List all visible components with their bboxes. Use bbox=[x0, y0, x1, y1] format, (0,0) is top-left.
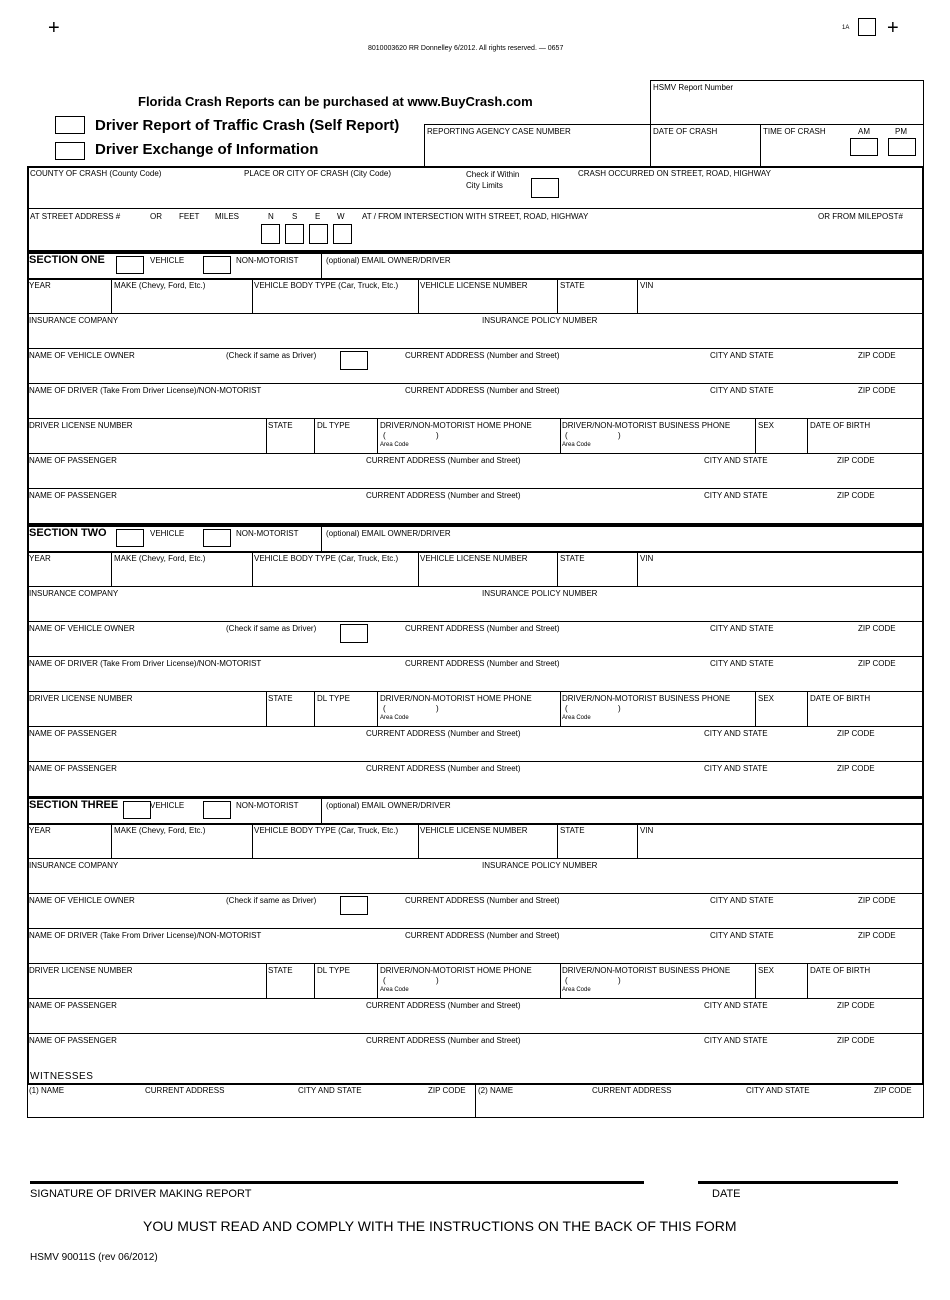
sec3-vehicle-label: VEHICLE bbox=[150, 801, 185, 810]
sec1-insurance-company-label: INSURANCE COMPANY bbox=[29, 316, 119, 325]
sec3-email-label: (optional) EMAIL OWNER/DRIVER bbox=[326, 801, 451, 810]
sec3-dob-label: DATE OF BIRTH bbox=[810, 966, 871, 975]
within-city-label: Check if Within City Limits bbox=[466, 170, 520, 190]
sec3-business-paren-close: ) bbox=[618, 976, 621, 985]
sec3-same-as-driver-label: (Check if same as Driver) bbox=[226, 896, 317, 905]
miles-label: MILES bbox=[215, 212, 240, 221]
sec2-sex-label: SEX bbox=[758, 694, 775, 703]
sec1-vin-label: VIN bbox=[640, 281, 654, 290]
place-city-label: PLACE OR CITY OF CRASH (City Code) bbox=[244, 169, 391, 178]
form-id: HSMV 90011S (rev 06/2012) bbox=[30, 1252, 158, 1263]
sec3-dl-type-label: DL TYPE bbox=[317, 966, 350, 975]
pm-label: PM bbox=[895, 127, 907, 136]
sec2-insurance-company-label: INSURANCE COMPANY bbox=[29, 589, 119, 598]
sec1-owner-address-label: CURRENT ADDRESS (Number and Street) bbox=[405, 351, 560, 360]
sec2-license-number-label: VEHICLE LICENSE NUMBER bbox=[420, 554, 528, 563]
sec1-state-label: STATE bbox=[560, 281, 585, 290]
sec3-title: SECTION THREE bbox=[29, 799, 119, 811]
sec1-business-paren-open: ( bbox=[565, 431, 568, 440]
sec1-year-label: YEAR bbox=[29, 281, 51, 290]
sec2-dl-number-label: DRIVER LICENSE NUMBER bbox=[29, 694, 133, 703]
sec2-vehicle-label: VEHICLE bbox=[150, 529, 185, 538]
sec2-driver-city-label: CITY AND STATE bbox=[710, 659, 774, 668]
sec3-vin-label: VIN bbox=[640, 826, 654, 835]
agency-case-number-label: REPORTING AGENCY CASE NUMBER bbox=[427, 127, 571, 136]
sec3-body-type-label: VEHICLE BODY TYPE (Car, Truck, Etc.) bbox=[254, 826, 399, 835]
sec3-passenger2-city-label: CITY AND STATE bbox=[704, 1036, 768, 1045]
sec3-sex-label: SEX bbox=[758, 966, 775, 975]
sec1-driver-name-label: NAME OF DRIVER (Take From Driver License)/NON-MOTORIST bbox=[29, 386, 262, 395]
sec2-vehicle-checkbox[interactable] bbox=[116, 529, 144, 547]
sec1-sex-label: SEX bbox=[758, 421, 775, 430]
sec2-vin-label: VIN bbox=[640, 554, 654, 563]
sec1-email-label: (optional) EMAIL OWNER/DRIVER bbox=[326, 256, 451, 265]
witness2-name-label: (2) NAME bbox=[478, 1086, 514, 1095]
sec3-passenger2-label: NAME OF PASSENGER bbox=[29, 1036, 117, 1045]
sec1-home-paren-open: ( bbox=[383, 431, 386, 440]
sec2-passenger2-zip-label: ZIP CODE bbox=[837, 764, 875, 773]
am-checkbox[interactable] bbox=[850, 138, 878, 156]
page-marker: 1A bbox=[842, 25, 850, 31]
sec3-non-motorist-label: NON-MOTORIST bbox=[236, 801, 299, 810]
sec2-dl-state-label: STATE bbox=[268, 694, 293, 703]
sec2-make-label: MAKE (Chevy, Ford, Etc.) bbox=[114, 554, 206, 563]
south-checkbox[interactable] bbox=[285, 224, 304, 244]
sec1-title: SECTION ONE bbox=[29, 254, 105, 266]
sec2-owner-zip-label: ZIP CODE bbox=[858, 624, 896, 633]
sec1-vehicle-checkbox[interactable] bbox=[116, 256, 144, 274]
sec3-vehicle-owner-label: NAME OF VEHICLE OWNER bbox=[29, 896, 135, 905]
sec3-passenger1-zip-label: ZIP CODE bbox=[837, 1001, 875, 1010]
east-checkbox[interactable] bbox=[309, 224, 328, 244]
sec1-owner-city-label: CITY AND STATE bbox=[710, 351, 774, 360]
sec3-driver-name-label: NAME OF DRIVER (Take From Driver License)/NON-MOTORIST bbox=[29, 931, 262, 940]
sec3-business-paren-open: ( bbox=[565, 976, 568, 985]
registration-mark: + bbox=[887, 17, 899, 39]
sec1-driver-city-label: CITY AND STATE bbox=[710, 386, 774, 395]
sec3-home-paren-open: ( bbox=[383, 976, 386, 985]
sec1-owner-zip-label: ZIP CODE bbox=[858, 351, 896, 360]
witness1-zip-label: ZIP CODE bbox=[428, 1086, 466, 1095]
milepost-label: OR FROM MILEPOST# bbox=[818, 212, 903, 221]
hsmv-box bbox=[650, 80, 924, 166]
sec1-passenger1-city-label: CITY AND STATE bbox=[704, 456, 768, 465]
sec2-home-area-code: Area Code bbox=[380, 715, 409, 721]
sec2-title: SECTION TWO bbox=[29, 527, 107, 539]
sec2-year-label: YEAR bbox=[29, 554, 51, 563]
sec2-non-motorist-label: NON-MOTORIST bbox=[236, 529, 299, 538]
page-checkbox[interactable] bbox=[858, 18, 876, 36]
sec3-state-label: STATE bbox=[560, 826, 585, 835]
sec2-non-motorist-checkbox[interactable] bbox=[203, 529, 231, 547]
sec2-vehicle-owner-label: NAME OF VEHICLE OWNER bbox=[29, 624, 135, 633]
sec3-vehicle-checkbox[interactable] bbox=[123, 801, 151, 819]
feet-label: FEET bbox=[179, 212, 200, 221]
witness1-city-label: CITY AND STATE bbox=[298, 1086, 362, 1095]
sec1-vehicle-owner-label: NAME OF VEHICLE OWNER bbox=[29, 351, 135, 360]
sec1-passenger2-zip-label: ZIP CODE bbox=[837, 491, 875, 500]
sec2-home-phone-label: DRIVER/NON-MOTORIST HOME PHONE bbox=[380, 694, 532, 703]
within-city-checkbox[interactable] bbox=[531, 178, 559, 198]
sec2-passenger2-label: NAME OF PASSENGER bbox=[29, 764, 117, 773]
witness1-address-label: CURRENT ADDRESS bbox=[145, 1086, 225, 1095]
sec3-owner-address-label: CURRENT ADDRESS (Number and Street) bbox=[405, 896, 560, 905]
sec1-driver-address-label: CURRENT ADDRESS (Number and Street) bbox=[405, 386, 560, 395]
date-label: DATE bbox=[712, 1188, 741, 1200]
east-label: E bbox=[315, 212, 321, 221]
sec2-home-paren-close: ) bbox=[436, 704, 439, 713]
sec1-driver-zip-label: ZIP CODE bbox=[858, 386, 896, 395]
sec3-driver-address-label: CURRENT ADDRESS (Number and Street) bbox=[405, 931, 560, 940]
sec2-passenger1-zip-label: ZIP CODE bbox=[837, 729, 875, 738]
sec3-home-phone-label: DRIVER/NON-MOTORIST HOME PHONE bbox=[380, 966, 532, 975]
sec3-make-label: MAKE (Chevy, Ford, Etc.) bbox=[114, 826, 206, 835]
north-checkbox[interactable] bbox=[261, 224, 280, 244]
sec2-email-label: (optional) EMAIL OWNER/DRIVER bbox=[326, 529, 451, 538]
signature-line[interactable] bbox=[30, 1181, 644, 1184]
sec2-dob-label: DATE OF BIRTH bbox=[810, 694, 871, 703]
signature-label: SIGNATURE OF DRIVER MAKING REPORT bbox=[30, 1188, 252, 1200]
sec1-make-label: MAKE (Chevy, Ford, Etc.) bbox=[114, 281, 206, 290]
intersection-label: AT / FROM INTERSECTION WITH STREET, ROAD, HIGHWAY bbox=[362, 212, 589, 221]
sec3-business-phone-label: DRIVER/NON-MOTORIST BUSINESS PHONE bbox=[562, 966, 731, 975]
sec1-dl-type-label: DL TYPE bbox=[317, 421, 350, 430]
sec1-passenger2-label: NAME OF PASSENGER bbox=[29, 491, 117, 500]
sec3-license-number-label: VEHICLE LICENSE NUMBER bbox=[420, 826, 528, 835]
sec2-body-type-label: VEHICLE BODY TYPE (Car, Truck, Etc.) bbox=[254, 554, 399, 563]
sec2-business-paren-close: ) bbox=[618, 704, 621, 713]
doc-code: 8010003620 RR Donnelley 6/2012. All rights reserved. — 0657 bbox=[368, 45, 564, 52]
north-label: N bbox=[268, 212, 274, 221]
sec2-driver-address-label: CURRENT ADDRESS (Number and Street) bbox=[405, 659, 560, 668]
sec1-passenger2-city-label: CITY AND STATE bbox=[704, 491, 768, 500]
purchase-note: Florida Crash Reports can be purchased at www.BuyCrash.com bbox=[138, 94, 533, 109]
sec1-business-paren-close: ) bbox=[618, 431, 621, 440]
exchange-info-checkbox[interactable] bbox=[55, 142, 85, 160]
sec1-business-phone-label: DRIVER/NON-MOTORIST BUSINESS PHONE bbox=[562, 421, 731, 430]
sec3-owner-zip-label: ZIP CODE bbox=[858, 896, 896, 905]
sec1-body-type-label: VEHICLE BODY TYPE (Car, Truck, Etc.) bbox=[254, 281, 399, 290]
sec3-insurance-policy-label: INSURANCE POLICY NUMBER bbox=[482, 861, 598, 870]
am-label: AM bbox=[858, 127, 870, 136]
sec1-home-area-code: Area Code bbox=[380, 442, 409, 448]
witness2-zip-label: ZIP CODE bbox=[874, 1086, 912, 1095]
sec2-same-as-driver-checkbox[interactable] bbox=[340, 624, 368, 643]
at-street-address-label: AT STREET ADDRESS # bbox=[30, 212, 121, 221]
sec3-home-area-code: Area Code bbox=[380, 987, 409, 993]
date-of-crash-label: DATE OF CRASH bbox=[653, 127, 718, 136]
sec2-home-paren-open: ( bbox=[383, 704, 386, 713]
sec3-passenger1-city-label: CITY AND STATE bbox=[704, 1001, 768, 1010]
sec3-passenger1-address-label: CURRENT ADDRESS (Number and Street) bbox=[366, 1001, 521, 1010]
sec1-home-phone-label: DRIVER/NON-MOTORIST HOME PHONE bbox=[380, 421, 532, 430]
sec3-non-motorist-checkbox[interactable] bbox=[203, 801, 231, 819]
sec3-dl-number-label: DRIVER LICENSE NUMBER bbox=[29, 966, 133, 975]
sec3-insurance-company-label: INSURANCE COMPANY bbox=[29, 861, 119, 870]
witness1-name-label: (1) NAME bbox=[29, 1086, 65, 1095]
sec3-passenger1-label: NAME OF PASSENGER bbox=[29, 1001, 117, 1010]
sec1-license-number-label: VEHICLE LICENSE NUMBER bbox=[420, 281, 528, 290]
sec1-dl-number-label: DRIVER LICENSE NUMBER bbox=[29, 421, 133, 430]
sec1-same-as-driver-label: (Check if same as Driver) bbox=[226, 351, 317, 360]
registration-mark: + bbox=[48, 17, 60, 39]
sec1-non-motorist-label: NON-MOTORIST bbox=[236, 256, 299, 265]
sec2-owner-address-label: CURRENT ADDRESS (Number and Street) bbox=[405, 624, 560, 633]
sec1-dob-label: DATE OF BIRTH bbox=[810, 421, 871, 430]
south-label: S bbox=[292, 212, 298, 221]
exchange-info-label: Driver Exchange of Information bbox=[95, 141, 319, 158]
self-report-label: Driver Report of Traffic Crash (Self Report) bbox=[95, 117, 400, 134]
sec3-year-label: YEAR bbox=[29, 826, 51, 835]
sec3-business-area-code: Area Code bbox=[562, 987, 591, 993]
sec3-dl-state-label: STATE bbox=[268, 966, 293, 975]
hsmv-report-number-label: HSMV Report Number bbox=[653, 83, 734, 92]
sec2-driver-name-label: NAME OF DRIVER (Take From Driver License)/NON-MOTORIST bbox=[29, 659, 262, 668]
sec3-passenger2-address-label: CURRENT ADDRESS (Number and Street) bbox=[366, 1036, 521, 1045]
sec2-business-phone-label: DRIVER/NON-MOTORIST BUSINESS PHONE bbox=[562, 694, 731, 703]
sec2-business-area-code: Area Code bbox=[562, 715, 591, 721]
sec2-passenger1-address-label: CURRENT ADDRESS (Number and Street) bbox=[366, 729, 521, 738]
sec2-driver-zip-label: ZIP CODE bbox=[858, 659, 896, 668]
sec2-dl-type-label: DL TYPE bbox=[317, 694, 350, 703]
sec3-driver-zip-label: ZIP CODE bbox=[858, 931, 896, 940]
sec2-passenger1-city-label: CITY AND STATE bbox=[704, 729, 768, 738]
west-checkbox[interactable] bbox=[333, 224, 352, 244]
sec2-insurance-policy-label: INSURANCE POLICY NUMBER bbox=[482, 589, 598, 598]
crash-street-label: CRASH OCCURRED ON STREET, ROAD, HIGHWAY bbox=[578, 169, 771, 178]
sec3-passenger2-zip-label: ZIP CODE bbox=[837, 1036, 875, 1045]
west-label: W bbox=[337, 212, 345, 221]
sec1-same-as-driver-checkbox[interactable] bbox=[340, 351, 368, 370]
sec2-passenger2-city-label: CITY AND STATE bbox=[704, 764, 768, 773]
sec1-home-paren-close: ) bbox=[436, 431, 439, 440]
sec1-passenger2-address-label: CURRENT ADDRESS (Number and Street) bbox=[366, 491, 521, 500]
witness2-address-label: CURRENT ADDRESS bbox=[592, 1086, 672, 1095]
sec1-business-area-code: Area Code bbox=[562, 442, 591, 448]
sec2-passenger1-label: NAME OF PASSENGER bbox=[29, 729, 117, 738]
time-of-crash-label: TIME OF CRASH bbox=[763, 127, 826, 136]
sec1-non-motorist-checkbox[interactable] bbox=[203, 256, 231, 274]
sec3-owner-city-label: CITY AND STATE bbox=[710, 896, 774, 905]
sec2-passenger2-address-label: CURRENT ADDRESS (Number and Street) bbox=[366, 764, 521, 773]
sec1-passenger1-zip-label: ZIP CODE bbox=[837, 456, 875, 465]
sec1-insurance-policy-label: INSURANCE POLICY NUMBER bbox=[482, 316, 598, 325]
sec1-vehicle-label: VEHICLE bbox=[150, 256, 185, 265]
sec2-business-paren-open: ( bbox=[565, 704, 568, 713]
sec2-same-as-driver-label: (Check if same as Driver) bbox=[226, 624, 317, 633]
self-report-checkbox[interactable] bbox=[55, 116, 85, 134]
date-line[interactable] bbox=[698, 1181, 898, 1184]
sec2-state-label: STATE bbox=[560, 554, 585, 563]
pm-checkbox[interactable] bbox=[888, 138, 916, 156]
sec2-owner-city-label: CITY AND STATE bbox=[710, 624, 774, 633]
sec3-same-as-driver-checkbox[interactable] bbox=[340, 896, 368, 915]
sec1-passenger1-address-label: CURRENT ADDRESS (Number and Street) bbox=[366, 456, 521, 465]
sec3-home-paren-close: ) bbox=[436, 976, 439, 985]
or-label: OR bbox=[150, 212, 162, 221]
instructions-note: YOU MUST READ AND COMPLY WITH THE INSTRUCTIONS ON THE BACK OF THIS FORM bbox=[143, 1218, 737, 1234]
witness2-city-label: CITY AND STATE bbox=[746, 1086, 810, 1095]
sec3-driver-city-label: CITY AND STATE bbox=[710, 931, 774, 940]
sec1-passenger1-label: NAME OF PASSENGER bbox=[29, 456, 117, 465]
witnesses-title: WITNESSES bbox=[30, 1071, 94, 1082]
sec1-dl-state-label: STATE bbox=[268, 421, 293, 430]
county-label: COUNTY OF CRASH (County Code) bbox=[30, 169, 162, 178]
